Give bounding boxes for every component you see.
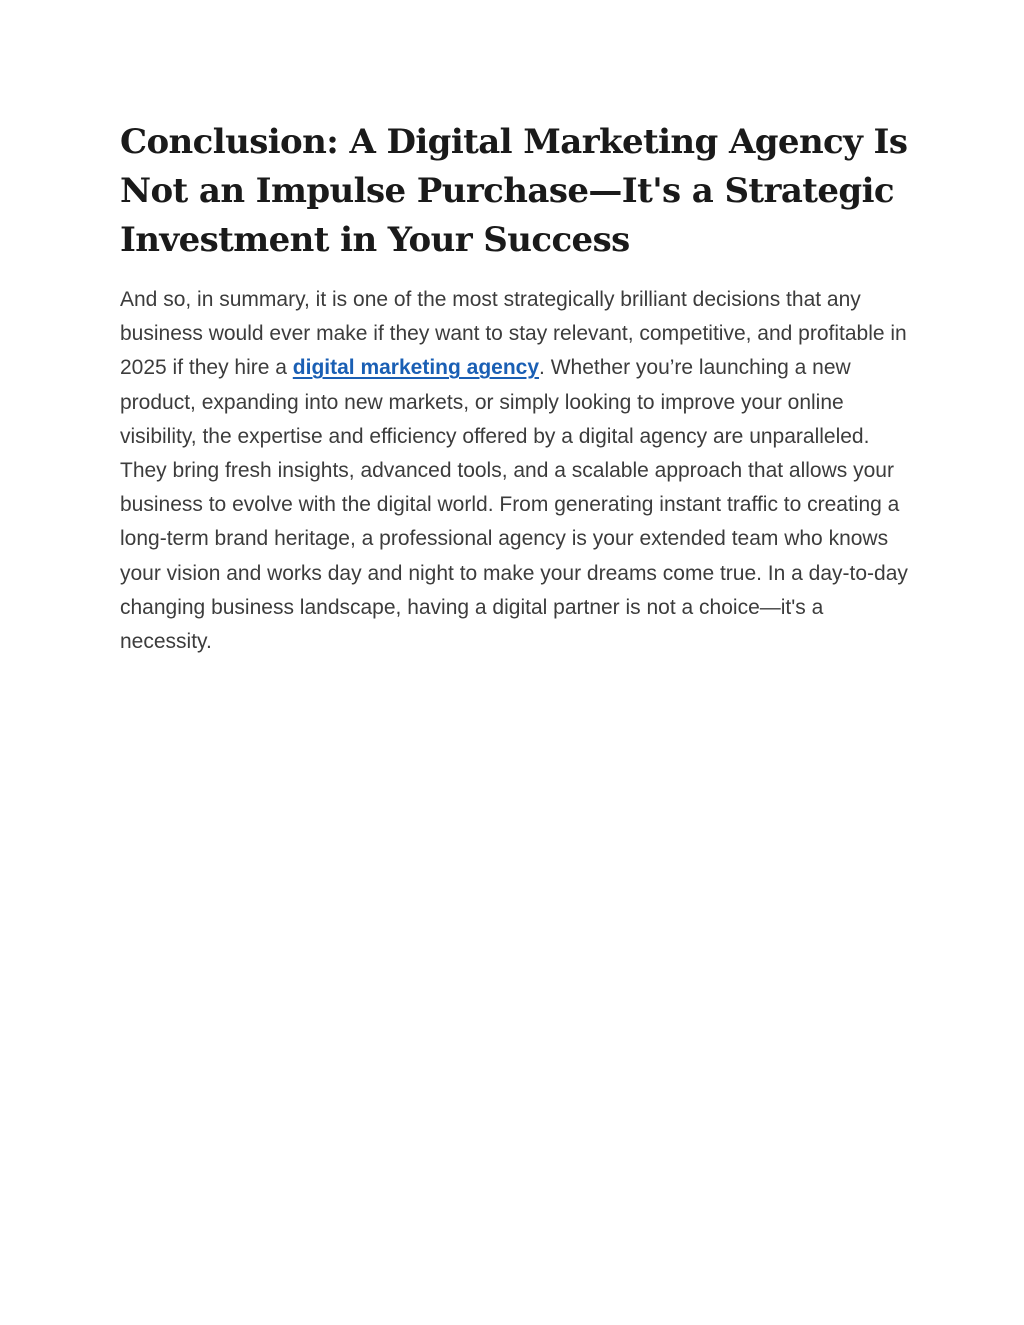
paragraph-text-before-link: And so, in summary, it is one of the most strategically brilliant decisions that any business would ever make if they want to stay relevant, competitive, and profitable in 2025 if they hire a <box>120 288 907 380</box>
article-section <box>120 118 910 659</box>
paragraph-text-after-link: . Whether you’re launching a new product, expanding into new markets, or simply looking to improve your online visibility, the expertise and efficiency offered by a digital agency are unparalleled. They bring fresh insights, advanced tools, and a scalable approach that allows your business to evolve with the digital world. From generating instant traffic to creating a long-term brand heritage, a professional agency is your extended team who knows your vision and works day and night to make your dreams come true. In a day-to-day changing business landscape, having a digital partner is not a choice—it's a necessity. <box>120 356 908 654</box>
conclusion-paragraph <box>120 283 910 659</box>
section-heading: Conclusion: A Digital Marketing Agency Is Not an Impulse Purchase—It's a Strategic Investment in Your Success <box>120 122 908 260</box>
digital-marketing-agency-link[interactable]: digital marketing agency <box>292 356 540 380</box>
